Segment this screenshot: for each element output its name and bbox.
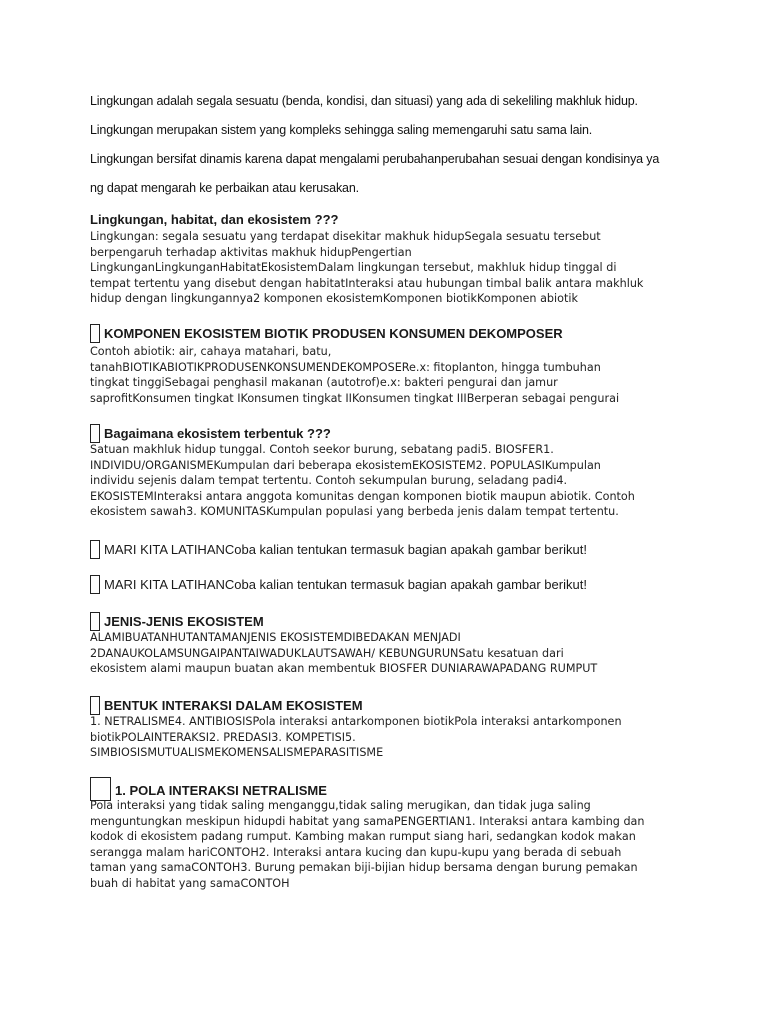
section-heading-text: JENIS-JENIS EKOSISTEM [104, 614, 264, 629]
paragraph-line: tempat tertentu yang disebut dengan habitatInteraksi atau hubungan timbal balik antara makhluk [90, 276, 644, 290]
checkbox-icon [90, 612, 100, 631]
section-heading [90, 696, 363, 715]
checkbox-icon [90, 575, 100, 594]
paragraph-line: Pola interaksi yang tidak saling menganggu,tidak saling merugikan, dan tidak juga saling [90, 799, 591, 812]
paragraph-line: LingkunganLingkunganHabitatEkosistemDalam lingkungan tersebut, makhluk hidup tinggal di [90, 261, 617, 275]
section-heading [90, 424, 331, 443]
checkbox-icon [90, 540, 100, 559]
section-heading [90, 212, 338, 227]
paragraph-line: EKOSISTEMInteraksi antara anggota komunitas dengan komponen biotik maupun abiotik. Contoh [90, 489, 635, 503]
section-heading-text: Lingkungan, habitat, dan ekosistem ??? [90, 212, 339, 227]
section-heading-text: BENTUK INTERAKSI DALAM EKOSISTEM [104, 698, 363, 713]
paragraph-line: hidup dengan lingkungannya2 komponen ekosistemKomponen biotikKomponen abiotik [90, 292, 578, 306]
section-heading [90, 575, 587, 594]
checkbox-icon [90, 696, 100, 715]
paragraph-line: serangga malam hariCONTOH2. Interaksi antara kucing dan kupu-kupu yang berada di sebuah [90, 845, 622, 859]
paragraph-line: SIMBIOSISMUTUALISMEKOMENSALISMEPARASITISME [90, 746, 384, 760]
paragraph-line: 2DANAUKOLAMSUNGAIPANTAIWADUKLAUTSAWAH/ KEBUNGURUNSatu kesatuan dari [90, 646, 564, 660]
intro-line-2: Lingkungan merupakan sistem yang kompleks sehingga saling memengaruhi satu sama lain. [90, 123, 593, 137]
intro-line-4: ng dapat mengarah ke perbaikan atau kerusakan. [90, 181, 359, 195]
paragraph-line: Contoh abiotik: air, cahaya matahari, batu, [90, 345, 332, 358]
paragraph-line: taman yang samaCONTOH3. Burung pemakan biji-bijian hidup bersama dengan burung pemakan [90, 861, 638, 875]
paragraph-line: buah di habitat yang samaCONTOH [90, 876, 290, 890]
paragraph-line: saprofitKonsumen tingkat IKonsumen tingkat IIKonsumen tingkat IIIBerperan sebagai pengurai [90, 391, 620, 405]
paragraph-line: tanahBIOTIKABIOTIKPRODUSENKONSUMENDEKOMPOSERe.x: fitoplanton, hingga tumbuhan [90, 360, 601, 374]
section-paragraph [90, 630, 680, 677]
section-heading-text: MARI KITA LATIHANCoba kalian tentukan termasuk bagian apakah gambar berikut! [104, 542, 587, 557]
section-paragraph [90, 229, 680, 307]
section-heading [90, 540, 587, 559]
section-heading-text: KOMPONEN EKOSISTEM BIOTIK PRODUSEN KONSUMEN DEKOMPOSER [104, 326, 563, 341]
section-heading-text: Bagaimana ekosistem terbentuk ??? [104, 426, 331, 441]
section-paragraph [90, 714, 680, 761]
section-heading-text: 1. POLA INTERAKSI NETRALISME [115, 783, 327, 798]
section-paragraph [90, 442, 680, 520]
paragraph-line: INDIVIDU/ORGANISMEKumpulan dari beberapa ekosistemEKOSISTEM2. POPULASIKumpulan [90, 458, 601, 472]
section-paragraph [90, 344, 680, 406]
paragraph-line: Lingkungan: segala sesuatu yang terdapat disekitar makhuk hidupSegala sesuatu tersebut [90, 230, 601, 243]
section-heading [90, 324, 563, 343]
paragraph-line: ekosistem sawah3. KOMUNITASKumpulan populasi yang berbeda jenis dalam tempat tertentu. [90, 505, 619, 519]
section-heading-text: MARI KITA LATIHANCoba kalian tentukan termasuk bagian apakah gambar berikut! [104, 577, 587, 592]
paragraph-line: ekosistem alami maupun buatan akan membentuk BIOSFER DUNIARAWAPADANG RUMPUT [90, 662, 598, 676]
section-paragraph [90, 798, 680, 892]
checkbox-icon [90, 324, 100, 343]
checkbox-icon [90, 424, 100, 443]
intro-line-3: Lingkungan bersifat dinamis karena dapat mengalami perubahanperubahan sesuai dengan kondisinya ya [90, 152, 660, 166]
paragraph-line: individu sejenis dalam tempat tertentu. Contoh sekumpulan burung, seladang padi4. [90, 474, 568, 488]
paragraph-line: kodok di ekosistem padang rumput. Kambing makan rumput siang hari, sedangkan kodok makan [90, 830, 636, 844]
paragraph-line: biotikPOLAINTERAKSI2. PREDASI3. KOMPETISI5. [90, 730, 356, 744]
paragraph-line: Satuan makhluk hidup tunggal. Contoh seekor burung, sebatang padi5. BIOSFER1. [90, 443, 554, 456]
intro-line-1: Lingkungan adalah segala sesuatu (benda, kondisi, dan situasi) yang ada di sekeliling makhluk hidup. [90, 94, 638, 108]
paragraph-line: 1. NETRALISME4. ANTIBIOSISPola interaksi antarkomponen biotikPola interaksi antarkomponen [90, 715, 622, 728]
paragraph-line: ALAMIBUATANHUTANTAMANJENIS EKOSISTEMDIBEDAKAN MENJADI [90, 631, 461, 644]
paragraph-line: menguntungkan meskipun hidupdi habitat yang samaPENGERTIAN1. Interaksi antara kambing dan [90, 814, 645, 828]
paragraph-line: berpengaruh terhadap aktivitas makhuk hidupPengertian [90, 245, 412, 259]
paragraph-line: tingkat tinggiSebagai penghasil makanan (autotrof)e.x: bakteri pengurai dan jamur [90, 376, 558, 390]
section-heading [90, 612, 264, 631]
